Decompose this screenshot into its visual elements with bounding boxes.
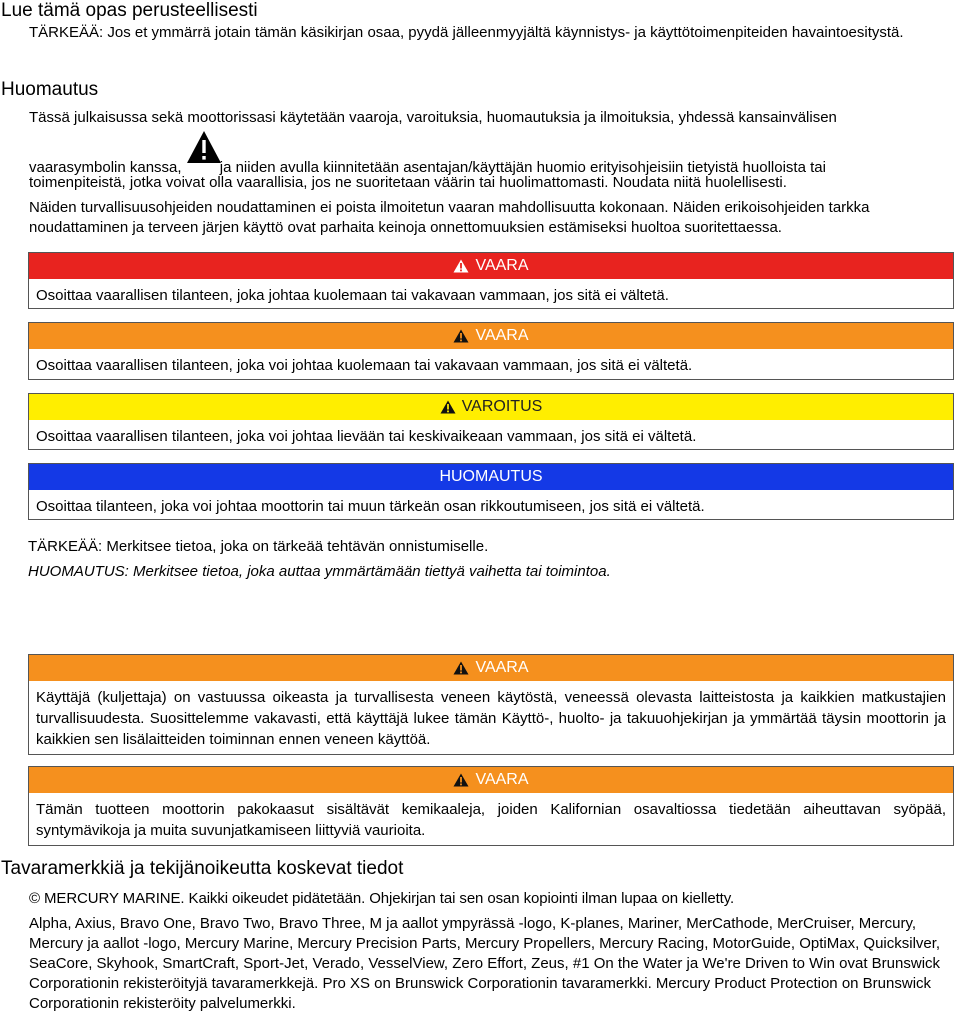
warning-triangle-icon (453, 329, 469, 343)
notice-level-box (28, 463, 954, 520)
notice-level-bar (29, 464, 953, 490)
caution-level-text: Osoittaa vaarallisen tilanteen, joka voi johtaa lievään tai keskivaikeaan vammaan, jos sitä ei vältetä. (36, 428, 697, 445)
remark-note-text: Merkitsee tietoa, joka auttaa ymmärtämään tiettyä vaihetta tai toimintoa. (128, 563, 611, 580)
warning-triangle-icon (186, 152, 220, 172)
danger-level-bar (29, 253, 953, 279)
operator-warning-bar (29, 655, 953, 681)
trademarks-heading: Tavaramerkkiä ja tekijänoikeutta koskevat tiedot (1, 858, 404, 879)
warning-triangle-icon (453, 773, 469, 787)
operator-warning-label: VAARA (475, 659, 529, 676)
intro-heading: Lue tämä opas perusteellisesti (1, 0, 258, 21)
notice-level-label: HUOMAUTUS (439, 468, 543, 485)
warning-triangle-icon (453, 661, 469, 675)
warning-level-bar (29, 323, 953, 349)
intro-text: TÄRKEÄÄ: Jos et ymmärrä jotain tämän käsikirjan osaa, pyydä jälleenmyyjältä käynnistys- ja käyttötoimenpiteiden havaintoesitystä. (29, 24, 904, 41)
operator-warning-text: Käyttäjä (kuljettaja) on vastuussa oikeasta ja turvallisesta veneen käytöstä, veneessä olevasta laitteistosta ja kaikkien matkustajien turvallisuudesta. Suosittelemme vakavasti, että käyttäjä lukee tämän Käyttö-, huolto- ja takuuohjekirjan ja ymmärtää täysin moottorin ja kaikkien sen lisälaitteiden toiminnan ennen veneen käyttöä. (36, 689, 946, 748)
notice-text-before-symbol: vaarasymbolin kanssa, (29, 159, 182, 176)
notice-paragraph-1-line-3: toimenpiteistä, jotka voivat olla vaarallisia, jos ne suoritetaan väärin tai huolimattomasti. Noudata niitä huolellisesti. (29, 174, 787, 191)
danger-level-box (28, 252, 954, 309)
california-warning-label: VAARA (475, 771, 529, 788)
remark-note-label: HUOMAUTUS: (28, 563, 129, 580)
california-warning-bar (29, 767, 953, 793)
warning-level-text: Osoittaa vaarallisen tilanteen, joka voi johtaa kuolemaan tai vakavaan vammaan, jos sitä ei vältetä. (36, 357, 693, 374)
important-note: TÄRKEÄÄ: Merkitsee tietoa, joka on tärkeää tehtävän onnistumiselle. (28, 538, 489, 555)
warning-level-label: VAARA (475, 327, 529, 344)
danger-level-text: Osoittaa vaarallisen tilanteen, joka johtaa kuolemaan tai vakavaan vammaan, jos sitä ei vältetä. (36, 287, 669, 304)
copyright-line: © MERCURY MARINE. Kaikki oikeudet pidätetään. Ohjekirjan tai sen osan kopiointi ilman lupaa on kielletty. (29, 890, 735, 907)
operator-warning-box (28, 654, 954, 755)
danger-level-label: VAARA (475, 257, 529, 274)
caution-level-box (28, 393, 954, 450)
trademarks-text: Alpha, Axius, Bravo One, Bravo Two, Bravo Three, M ja aallot ympyrässä -logo, K-planes, Mariner, MerCathode, MerCruiser, Mercury, Mercury ja aallot -logo, Mercury Marine, Mercury Precision Parts, Mercury Propellers, Mercury Racing, MotorGuide, OptiMax, Quicksilver, SeaCore, Skyhook, SmartCraft, Sport-Jet, Verado, VesselView, Zero Effort, Zeus, #1 On the Water ja We're Driven to Win ovat Brunswick Corporationin rekisteröityjä tavaramerkkejä. Pro XS on Brunswick Corporationin tavaramerkki. Mercury Product Protection on Brunswick Corporationin rekisteröity palvelumerkki. (29, 915, 941, 1012)
notice-paragraph-1: Tässä julkaisussa sekä moottorissasi käytetään vaaroja, varoituksia, huomautuksia ja ilmoituksia, yhdessä kansainvälisen (29, 109, 837, 126)
warning-level-box (28, 322, 954, 380)
notice-paragraph-2: Näiden turvallisuusohjeiden noudattaminen ei poista ilmoitetun vaaran mahdollisuutta kokonaan. Näiden erikoisohjeiden tarkka noudattaminen ja terveen järjen käyttö ovat parhaita keinoja onnettomuuksien estämiseksi huoltoa suoritettaessa. (29, 199, 870, 236)
caution-level-bar (29, 394, 953, 420)
notice-heading: Huomautus (1, 79, 99, 100)
notice-text-after-symbol: ja niiden avulla kiinnitetään asentajan/käyttäjän huomio erityisohjeisiin tietyistä huolloista tai (219, 159, 826, 176)
notice-level-text: Osoittaa tilanteen, joka voi johtaa moottorin tai muun tärkeän osan rikkoutumiseen, jos sitä ei vältetä. (36, 498, 705, 515)
warning-triangle-icon (440, 400, 456, 414)
caution-level-label: VAROITUS (461, 398, 543, 415)
california-warning-text: Tämän tuotteen moottorin pakokaasut sisältävät kemikaaleja, joiden Kalifornian osavaltiossa tiedetään aiheuttavan syöpää, syntymävikoja ja muita suvunjatkamiseen liittyviä vaurioita. (36, 801, 946, 839)
remark-note (28, 563, 611, 580)
california-warning-box (28, 766, 954, 846)
warning-triangle-icon (453, 259, 469, 273)
